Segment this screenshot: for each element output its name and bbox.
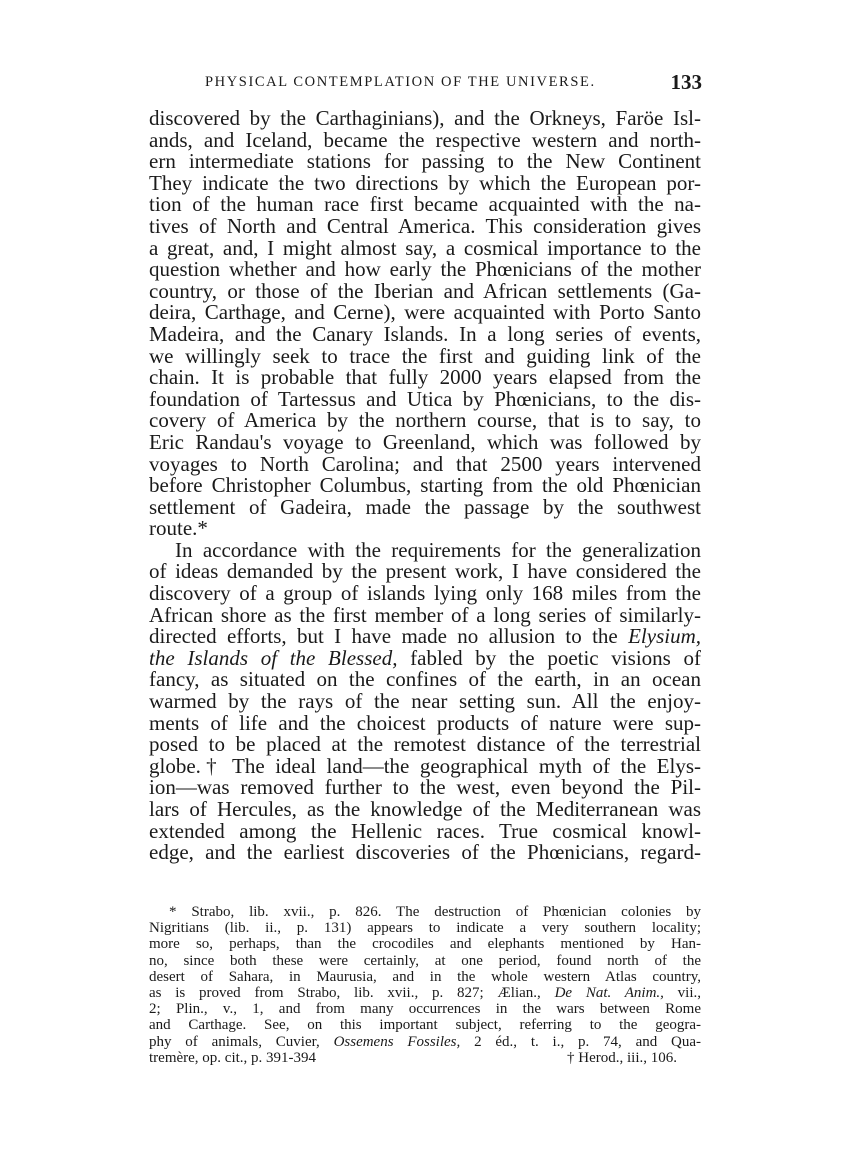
text-line: fancy, as situated on the confines of the earth, in an ocean xyxy=(149,667,701,692)
footnote-herodotus: † Herod., iii., 106. xyxy=(567,1049,677,1066)
footnotes xyxy=(149,904,701,1066)
text-line: covery of America by the northern course, that is to say, to xyxy=(149,408,701,433)
text-line: a great, and, I might almost say, a cosmical importance to the xyxy=(149,235,701,260)
text-line: They indicate the two directions by which the European por- xyxy=(149,170,701,195)
italic-term: Ossemens Fossiles, xyxy=(333,1033,461,1050)
text-line: Eric Randau's voyage to Greenland, which was followed by xyxy=(149,429,701,454)
text-line: deira, Carthage, and Cerne), were acquainted with Porto Santo xyxy=(149,300,701,325)
text-line: lars of Hercules, as the knowledge of the Mediterranean was xyxy=(149,797,701,821)
footnote-line: no, since both these were certainly, at one period, found north of the xyxy=(149,952,701,969)
text-line: settlement of Gadeira, made the passage by the southwest xyxy=(149,494,701,519)
text-line: directed efforts, but I have made no allusion to the Elysium, xyxy=(149,624,702,649)
footnote-line: desert of Sahara, in Maurusia, and in the whole western Atlas country, xyxy=(149,968,701,985)
text-line: question whether and how early the Phœnicians of the mother xyxy=(149,257,701,282)
running-title: PHYSICAL CONTEMPLATION OF THE UNIVERSE. xyxy=(205,74,596,90)
text-line: globe.† The ideal land—the geographical myth of the Elys- xyxy=(149,753,701,778)
text-line: tives of North and Central America. This consideration gives xyxy=(149,213,701,238)
text-line: the Islands of the Blessed, fabled by the poetic visions of xyxy=(149,645,701,670)
italic-term: Elysium, xyxy=(628,624,702,649)
running-head xyxy=(205,70,702,100)
text-line: before Christopher Columbus, starting from the old Phœnician xyxy=(149,473,701,498)
text-line: chain. It is probable that fully 2000 years elapsed from the xyxy=(149,365,701,390)
footnote-line: tremère, op. cit., p. 391-394 † Herod., iii., 106. xyxy=(149,1049,677,1066)
text-line: ments of life and the choicest products of nature were sup- xyxy=(149,710,701,735)
text-line: edge, and the earliest discoveries of the Phœnicians, regard- xyxy=(149,840,701,865)
text-line: route.* xyxy=(149,516,208,541)
text-line: tion of the human race first became acquainted with the na- xyxy=(149,192,701,217)
footnote-line: * Strabo, lib. xvii., p. 826. The destruction of Phœnician colonies by xyxy=(169,904,701,920)
text-line: discovered by the Carthaginians), and the Orkneys, Faröe Isl- xyxy=(149,106,701,130)
text-line: ands, and Iceland, became the respective western and north- xyxy=(149,127,701,152)
text-line: discovery of a group of islands lying only 168 miles from the xyxy=(149,581,701,606)
italic-term: De Nat. Anim., xyxy=(554,984,664,1001)
footnote-line: 2; Plin., v., 1, and from many occurrences in the wars between Rome xyxy=(149,1001,701,1018)
text-line: country, or those of the Iberian and African settlements (Ga- xyxy=(149,278,701,303)
text-line: voyages to North Carolina; and that 2500 years intervened xyxy=(149,451,701,476)
text-line: extended among the Hellenic races. True cosmical knowl- xyxy=(149,818,701,843)
body-text xyxy=(149,108,701,864)
text-line: posed to be placed at the remotest distance of the terrestrial xyxy=(149,732,701,757)
italic-term: the Islands of the Blessed, xyxy=(149,645,398,670)
text-line: we willingly seek to trace the first and guiding link of the xyxy=(149,343,701,368)
text-line: Madeira, and the Canary Islands. In a long series of events, xyxy=(149,321,701,346)
footnote-line: Nigritians (lib. ii., p. 131) appears to indicate a very southern locality; xyxy=(149,920,701,937)
footnote-line: phy of animals, Cuvier, Ossemens Fossiles, 2 éd., t. i., p. 74, and Qua- xyxy=(149,1033,702,1050)
text-line: foundation of Tartessus and Utica by Phœnicians, to the dis- xyxy=(149,386,701,411)
text-line: warmed by the rays of the near setting sun. All the enjoy- xyxy=(149,689,701,714)
footnote-line: and Carthage. See, on this important subject, referring to the geogra- xyxy=(149,1017,701,1034)
footnote-line: as is proved from Strabo, lib. xvii., p. 827; Ælian., De Nat. Anim., vii., xyxy=(149,984,702,1001)
text-line: ion—was removed further to the west, even beyond the Pil- xyxy=(149,775,701,800)
text-line: In accordance with the requirements for the generalization xyxy=(175,537,701,562)
footnote-line: more so, perhaps, than the crocodiles and elephants mentioned by Han- xyxy=(149,936,701,953)
text-line: ern intermediate stations for passing to the New Continent xyxy=(149,149,701,174)
text-line: of ideas demanded by the present work, I have considered the xyxy=(149,559,701,584)
page-number: 133 xyxy=(670,70,702,94)
text-line: African shore as the first member of a long series of similarly- xyxy=(149,602,701,627)
